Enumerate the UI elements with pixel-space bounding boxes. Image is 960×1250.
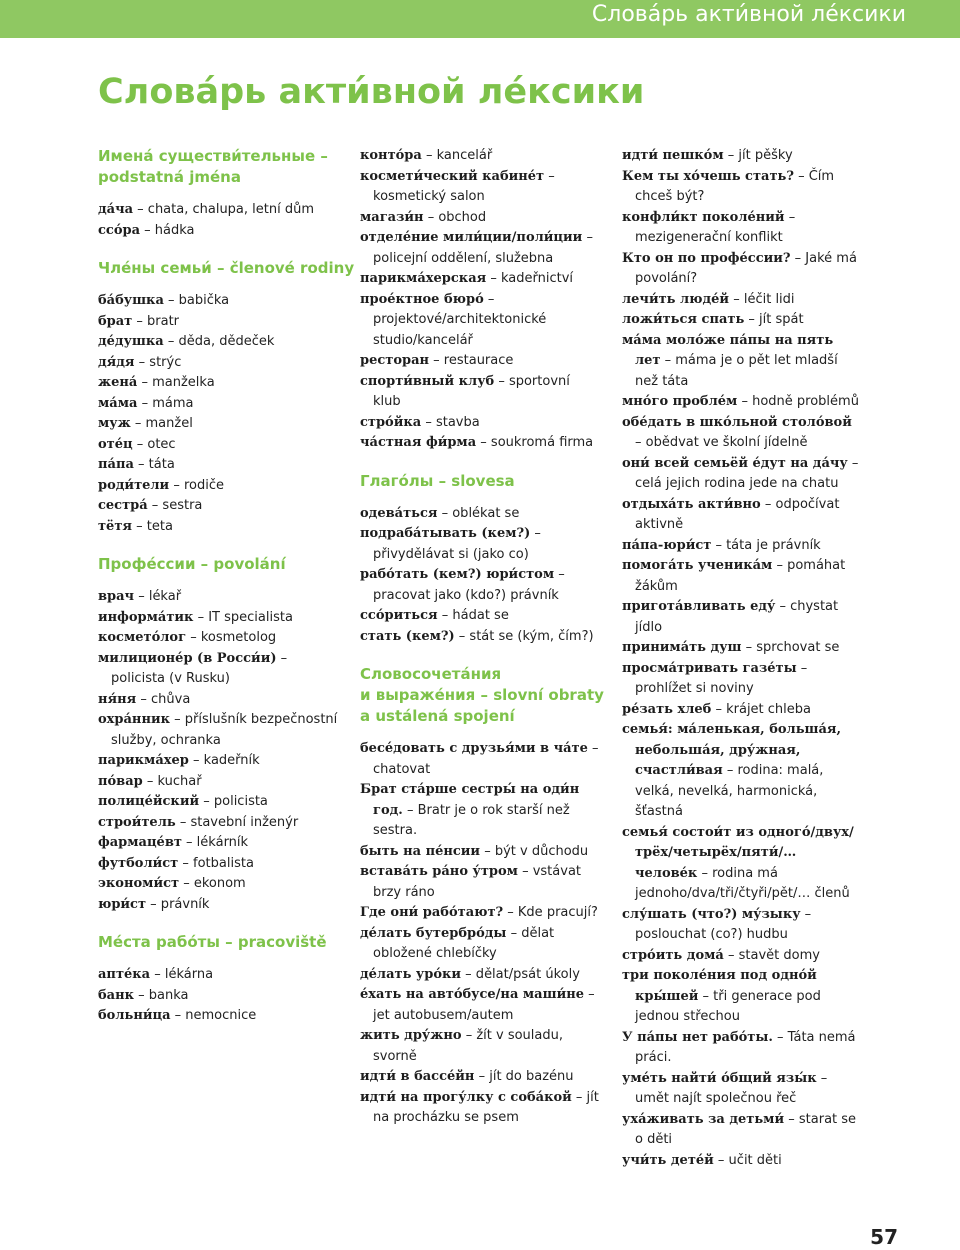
vocabulary-entry (622, 946, 862, 967)
czech-translation: – jet autobusem/autem (373, 987, 595, 1023)
czech-translation: – máma (137, 395, 194, 411)
czech-translation: – oblékat se (437, 505, 520, 521)
czech-translation: – sprchovat se (741, 640, 840, 655)
russian-term: жить дру́жно (360, 1028, 462, 1043)
vocabulary-entry (98, 200, 338, 221)
russian-term: дя́дя (98, 354, 135, 370)
czech-translation: – máma je o pět let mladší než táta (635, 353, 838, 389)
russian-term: идти́ пешко́м (622, 148, 724, 163)
czech-translation: – příslušník bezpečnostní služby, ochranka (111, 712, 338, 748)
russian-term: де́душка (98, 334, 164, 349)
czech-translation: – policejní oddělení, služebna (373, 230, 593, 266)
vocabulary-entry (98, 517, 338, 538)
russian-term: парикма́хер (98, 753, 189, 768)
russian-term: семья́ состои́т из одного́/двух/трёх/четырёх/пяти́/… челове́к (622, 824, 854, 881)
russian-term: охра́нник (98, 712, 170, 727)
russian-term: подраба́тывать (кем?) (360, 526, 531, 541)
czech-translation: – fotbalista (178, 855, 254, 871)
czech-translation: – policista (v Rusku) (111, 650, 288, 686)
czech-translation: – ekonom (179, 876, 246, 891)
vocabulary-column-2 (360, 146, 604, 1129)
czech-translation: – chůva (136, 691, 191, 707)
russian-term: отдыха́ть акти́вно (622, 496, 761, 512)
czech-translation: – dělat obložené chlebíčky (373, 925, 555, 961)
russian-term: учи́ть дете́й (622, 1152, 714, 1168)
vocabulary-entry (98, 455, 338, 476)
czech-translation: – stavební inženýr (175, 814, 299, 830)
czech-translation: – starat se o děti (635, 1111, 857, 1147)
russian-term: апте́ка (98, 967, 151, 982)
czech-translation: – Táta nemá práci. (635, 1029, 856, 1065)
czech-translation: – stát se (kým, čím?) (454, 628, 594, 644)
vocabulary-entry (622, 597, 862, 638)
czech-translation: – rodiče (169, 477, 224, 493)
header-bar (0, 0, 960, 38)
czech-translation: – právník (146, 896, 210, 912)
russian-term: Где они́ рабо́тают? (360, 905, 504, 920)
russian-term: брат (98, 313, 133, 329)
header-title: Слова́рь акти́вной ле́ксики (591, 2, 906, 27)
russian-term: сестра́ (98, 498, 148, 513)
vocabulary-entry (98, 649, 338, 690)
vocabulary-column-1 (98, 146, 355, 1027)
vocabulary-entry (98, 496, 338, 517)
section-title-line: Глаго́лы – slovesa (360, 471, 515, 490)
vocabulary-entry (98, 895, 338, 916)
russian-term: три поколе́ния под одно́й кры́шей (622, 968, 817, 1004)
vocabulary-entry (98, 608, 338, 629)
russian-term: футболи́ст (98, 855, 179, 871)
vocabulary-section (98, 146, 338, 241)
vocabulary-section (622, 146, 862, 1171)
russian-term: милиционе́р (в Росси́и) (98, 650, 277, 666)
russian-term: одева́ться (360, 505, 438, 521)
vocabulary-entry (622, 167, 862, 208)
russian-term: уха́живать за детьми́ (622, 1111, 785, 1127)
vocabulary-entry (622, 392, 862, 413)
russian-term: спорти́вный клуб (360, 373, 495, 389)
vocabulary-section (360, 664, 604, 1129)
vocabulary-entry (360, 565, 600, 606)
vocabulary-entry (98, 965, 338, 986)
vocabulary-entry (360, 1026, 600, 1067)
czech-translation: – IT specialista (193, 609, 293, 625)
vocabulary-entry (622, 720, 862, 823)
russian-term: е́хать на авто́бусе/на маши́не (360, 987, 585, 1002)
vocabulary-entry (98, 291, 338, 312)
russian-term: слу́шать (что?) му́зыку (622, 906, 801, 922)
section-title (360, 471, 600, 492)
vocabulary-entry (622, 249, 862, 290)
vocabulary-entry (622, 495, 862, 536)
russian-term: жена́ (98, 375, 138, 390)
vocabulary-column-3 (622, 146, 862, 1171)
czech-translation: – otec (132, 436, 176, 452)
vocabulary-entry (622, 638, 862, 659)
czech-translation: – jít na procházku se psem (373, 1089, 599, 1125)
czech-translation: – dělat/psát úkoly (461, 966, 580, 982)
czech-translation: – lékárna (150, 967, 214, 982)
russian-term: пригота́вливать еду́ (622, 599, 776, 614)
vocabulary-entry (98, 435, 338, 456)
russian-term: парикма́херская (360, 271, 487, 286)
russian-term: Кто он по профе́ссии? (622, 250, 791, 266)
russian-term: стро́ить дома́ (622, 947, 724, 963)
section-title-line: Чле́ны семьи́ – členové rodiny (98, 259, 355, 277)
russian-term: бесе́довать с друзья́ми в ча́те (360, 741, 588, 756)
russian-term: ресторан (360, 353, 430, 368)
vocabulary-entry (360, 739, 600, 780)
czech-translation: – tři generace pod jednou střechou (635, 988, 821, 1024)
vocabulary-entry (622, 1110, 862, 1151)
vocabulary-entry (622, 454, 862, 495)
vocabulary-entry (360, 290, 600, 352)
russian-term: просма́тривать газе́ты (622, 660, 797, 676)
russian-term: ре́зать хлеб (622, 701, 712, 717)
czech-translation: – kadeřník (188, 753, 260, 768)
czech-translation: – mezigenerační konflikt (635, 209, 796, 245)
vocabulary-entry (360, 903, 600, 924)
vocabulary-entry (622, 905, 862, 946)
russian-term: больни́ца (98, 1008, 171, 1023)
section-title (98, 932, 338, 953)
vocabulary-entry (360, 413, 600, 434)
vocabulary-entry (98, 772, 338, 793)
russian-term: информа́тик (98, 609, 194, 625)
russian-term: У па́пы нет рабо́ты. (622, 1029, 773, 1045)
czech-translation: – přivydělávat si (jako co) (373, 526, 541, 562)
vocabulary-section (98, 554, 338, 915)
vocabulary-entry (360, 228, 600, 269)
czech-translation: – rodina má jednoho/dva/tři/čtyři/pět/… členů (635, 865, 850, 901)
russian-term: фармаце́вт (98, 835, 182, 850)
vocabulary-section (360, 471, 600, 648)
vocabulary-entry (622, 1069, 862, 1110)
vocabulary-entry (98, 587, 338, 608)
czech-translation: – kancelář (421, 148, 493, 163)
section-title-line: a ustálená spojení (360, 707, 515, 725)
vocabulary-entry (622, 1151, 862, 1172)
czech-translation: – učit děti (713, 1152, 782, 1168)
czech-translation: – vstávat brzy ráno (373, 864, 582, 900)
vocabulary-entry (622, 331, 862, 393)
russian-term: уме́ть найти́ о́бщий язы́к (622, 1070, 817, 1086)
russian-term: ба́бушка (98, 293, 164, 308)
russian-term: врач (98, 589, 135, 604)
vocabulary-section (360, 146, 600, 454)
russian-term: муж (98, 416, 131, 431)
czech-translation: – sestra (147, 498, 203, 513)
page-title: Слова́рь акти́вной ле́ксики (98, 72, 645, 112)
russian-term: ложи́ться спать (622, 312, 745, 327)
czech-translation: – pomáhat žákům (635, 558, 846, 594)
russian-term: прое́ктное бюро́ (360, 291, 484, 307)
section-title-line: Имена́ существи́тельные – (98, 147, 328, 165)
vocabulary-section (98, 932, 338, 1027)
page-number: 57 (870, 1225, 898, 1249)
czech-translation: – jít spát (744, 312, 804, 327)
vocabulary-entry (98, 628, 338, 649)
czech-translation: – být v důchodu (480, 843, 589, 859)
czech-translation: – hodně problémů (737, 394, 859, 409)
czech-translation: – obědvat ve školní jídelně (635, 435, 808, 450)
section-title (98, 146, 338, 188)
vocabulary-entry (98, 1006, 338, 1027)
czech-translation: – babička (163, 293, 230, 308)
vocabulary-entry (98, 874, 338, 895)
czech-translation: – manželka (137, 375, 215, 390)
vocabulary-entry (360, 780, 600, 842)
russian-term: Брат ста́рше сестры́ на оди́н год. (360, 782, 580, 818)
vocabulary-entry (98, 710, 338, 751)
russian-term: семья́: ма́ленькая, больша́я, небольша́я, дру́жная, счастли́вая (622, 722, 842, 778)
vocabulary-entry (360, 433, 600, 454)
czech-translation: – táta je právník (711, 537, 821, 553)
vocabulary-entry (622, 556, 862, 597)
czech-translation: – chata, chalupa, letní dům (133, 202, 315, 217)
vocabulary-entry (360, 351, 600, 372)
russian-term: быть на пе́нсии (360, 843, 481, 859)
vocabulary-entry (98, 986, 338, 1007)
vocabulary-entry (622, 823, 862, 905)
vocabulary-entry (360, 842, 600, 863)
vocabulary-entry (360, 208, 600, 229)
vocabulary-entry (360, 627, 600, 648)
russian-term: идти́ в бассе́йн (360, 1069, 475, 1084)
vocabulary-entry (622, 290, 862, 311)
czech-translation: – manžel (130, 416, 193, 431)
vocabulary-entry (98, 813, 338, 834)
russian-term: принима́ть душ (622, 640, 742, 655)
vocabulary-entry (622, 659, 862, 700)
russian-term: встава́ть ра́но у́тром (360, 864, 518, 879)
vocabulary-entry (98, 414, 338, 435)
vocabulary-entry (622, 208, 862, 249)
czech-translation: – poslouchat (co?) hudbu (635, 906, 812, 942)
vocabulary-entry (360, 167, 600, 208)
russian-term: отделе́ние мили́ции/поли́ции (360, 230, 583, 245)
czech-translation: – jít do bazénu (474, 1069, 574, 1084)
czech-translation: – projektové/architektonické studio/kancelář (373, 291, 547, 348)
czech-translation: – kosmetický salon (373, 168, 555, 204)
czech-translation: – teta (132, 518, 173, 534)
vocabulary-entry (98, 312, 338, 333)
vocabulary-entry (622, 310, 862, 331)
russian-term: магази́н (360, 209, 424, 225)
czech-translation: – žít v souladu, svorně (373, 1028, 563, 1064)
russian-term: полице́йский (98, 794, 200, 809)
czech-translation: – kosmetolog (186, 630, 277, 645)
russian-term: ма́ма (98, 395, 138, 411)
czech-translation: – umět najít společnou řeč (635, 1070, 828, 1106)
czech-translation: – soukromá firma (476, 435, 594, 450)
vocabulary-entry (360, 269, 600, 290)
vocabulary-entry (360, 924, 600, 965)
russian-term: помога́ть ученика́м (622, 558, 773, 573)
vocabulary-entry (360, 1067, 600, 1088)
czech-translation: – lékárník (181, 835, 249, 850)
section-title-line: Ме́ста рабо́ты – pracoviště (98, 933, 327, 951)
vocabulary-entry (360, 862, 600, 903)
russian-term: де́лать уро́ки (360, 966, 462, 982)
vocabulary-entry (98, 332, 338, 353)
russian-term: тётя (98, 518, 132, 534)
section-title-line: Словосочета́ния (360, 665, 502, 683)
czech-translation: – obchod (423, 209, 487, 225)
vocabulary-entry (98, 833, 338, 854)
russian-term: стать (кем?) (360, 628, 455, 644)
russian-term: ссо́риться (360, 608, 438, 623)
czech-translation: – restaurace (429, 353, 514, 368)
section-title (98, 554, 338, 575)
russian-term: па́па (98, 457, 134, 472)
vocabulary-entry (98, 394, 338, 415)
vocabulary-entry (98, 373, 338, 394)
vocabulary-entry (98, 792, 338, 813)
vocabulary-entry (622, 700, 862, 721)
vocabulary-entry (360, 146, 600, 167)
russian-term: юри́ст (98, 896, 147, 912)
section-title (360, 664, 604, 727)
czech-translation: – nemocnice (170, 1008, 257, 1023)
russian-term: оте́ц (98, 436, 133, 452)
czech-translation: – banka (134, 987, 189, 1003)
vocabulary-entry (360, 1088, 600, 1129)
russian-term: стро́йка (360, 414, 422, 430)
russian-term: экономи́ст (98, 876, 180, 891)
vocabulary-entry (360, 372, 600, 413)
vocabulary-section (98, 258, 355, 537)
czech-translation: – pracovat jako (kdo?) právník (373, 567, 565, 603)
russian-term: рабо́тать (кем?) юри́стом (360, 567, 555, 582)
russian-term: ма́ма моло́же па́пы на пять лет (622, 332, 834, 368)
vocabulary-entry (98, 751, 338, 772)
vocabulary-entry (98, 353, 338, 374)
vocabulary-entry (360, 985, 600, 1026)
czech-translation: – prohlížet si noviny (635, 660, 808, 696)
vocabulary-entry (622, 1028, 862, 1069)
czech-translation: – léčit lidi (729, 291, 795, 307)
czech-translation: – kadeřnictví (486, 271, 574, 286)
czech-translation: – Jaké má povolání? (635, 250, 857, 286)
czech-translation: – Čím chceš být? (635, 168, 835, 204)
vocabulary-entry (98, 854, 338, 875)
russian-term: ня́ня (98, 691, 137, 707)
russian-term: обе́дать в шко́льной столо́вой (622, 414, 852, 430)
russian-term: ча́стная фи́рма (360, 435, 477, 450)
czech-translation: – hádat se (437, 608, 509, 623)
vocabulary-entry (98, 476, 338, 497)
czech-translation: – lékař (134, 589, 182, 604)
czech-translation: – strýc (134, 354, 182, 370)
vocabulary-entry (98, 221, 338, 242)
russian-term: строи́тель (98, 814, 176, 830)
czech-translation: – sportovní klub (373, 373, 570, 409)
czech-translation: – bratr (132, 313, 180, 329)
czech-translation: – děda, dědeček (163, 334, 275, 349)
czech-translation: – Bratr je o rok starší než sestra. (373, 802, 570, 838)
russian-term: да́ча (98, 202, 134, 217)
russian-term: Кем ты хо́чешь стать? (622, 168, 794, 184)
czech-translation: – táta (133, 457, 175, 472)
russian-term: космето́лог (98, 630, 187, 645)
russian-term: де́лать бутербро́ды (360, 925, 507, 941)
russian-term: ссо́ра (98, 222, 141, 238)
vocabulary-entry (360, 606, 600, 627)
vocabulary-entry (622, 966, 862, 1028)
russian-term: роди́тели (98, 477, 170, 493)
russian-term: лечи́ть люде́й (622, 291, 730, 307)
russian-term: идти́ на прогу́лку с соба́кой (360, 1089, 572, 1105)
section-title (98, 258, 355, 279)
czech-translation: – chatovat (373, 741, 599, 777)
czech-translation: – krájet chleba (711, 701, 812, 717)
russian-term: по́вар (98, 773, 143, 789)
czech-translation: – celá jejich rodina jede na chatu (635, 455, 859, 491)
czech-translation: – rodina: malá, velká, nevelká, harmonická, šťastná (635, 763, 824, 819)
vocabulary-entry (622, 146, 862, 167)
czech-translation: – hádka (140, 222, 195, 238)
vocabulary-entry (360, 504, 600, 525)
section-title-line: podstatná jména (98, 168, 241, 186)
russian-term: мно́го пробле́м (622, 394, 738, 409)
section-title-line: и выраже́ния – slovní obraty (360, 686, 604, 704)
czech-translation: – stavět domy (723, 947, 820, 963)
russian-term: банк (98, 987, 134, 1003)
czech-translation: – kuchař (142, 773, 202, 789)
vocabulary-entry (622, 413, 862, 454)
section-title-line: Профе́ссии – povolání (98, 555, 286, 573)
russian-term: па́па-юри́ст (622, 537, 712, 553)
vocabulary-entry (360, 524, 600, 565)
czech-translation: – jít pěšky (723, 148, 793, 163)
vocabulary-entry (622, 536, 862, 557)
czech-translation: – policista (199, 794, 268, 809)
vocabulary-entry (98, 690, 338, 711)
czech-translation: – odpočívat aktivně (635, 496, 840, 532)
russian-term: конто́ра (360, 148, 422, 163)
russian-term: конфли́кт поколе́ний (622, 209, 785, 225)
russian-term: они́ всей семьёй е́дут на да́чу (622, 455, 848, 471)
vocabulary-entry (360, 965, 600, 986)
czech-translation: – stavba (421, 414, 480, 430)
czech-translation: – chystat jídlo (635, 599, 839, 635)
czech-translation: – Kde pracují? (503, 905, 598, 920)
russian-term: космети́ческий кабине́т (360, 168, 545, 184)
